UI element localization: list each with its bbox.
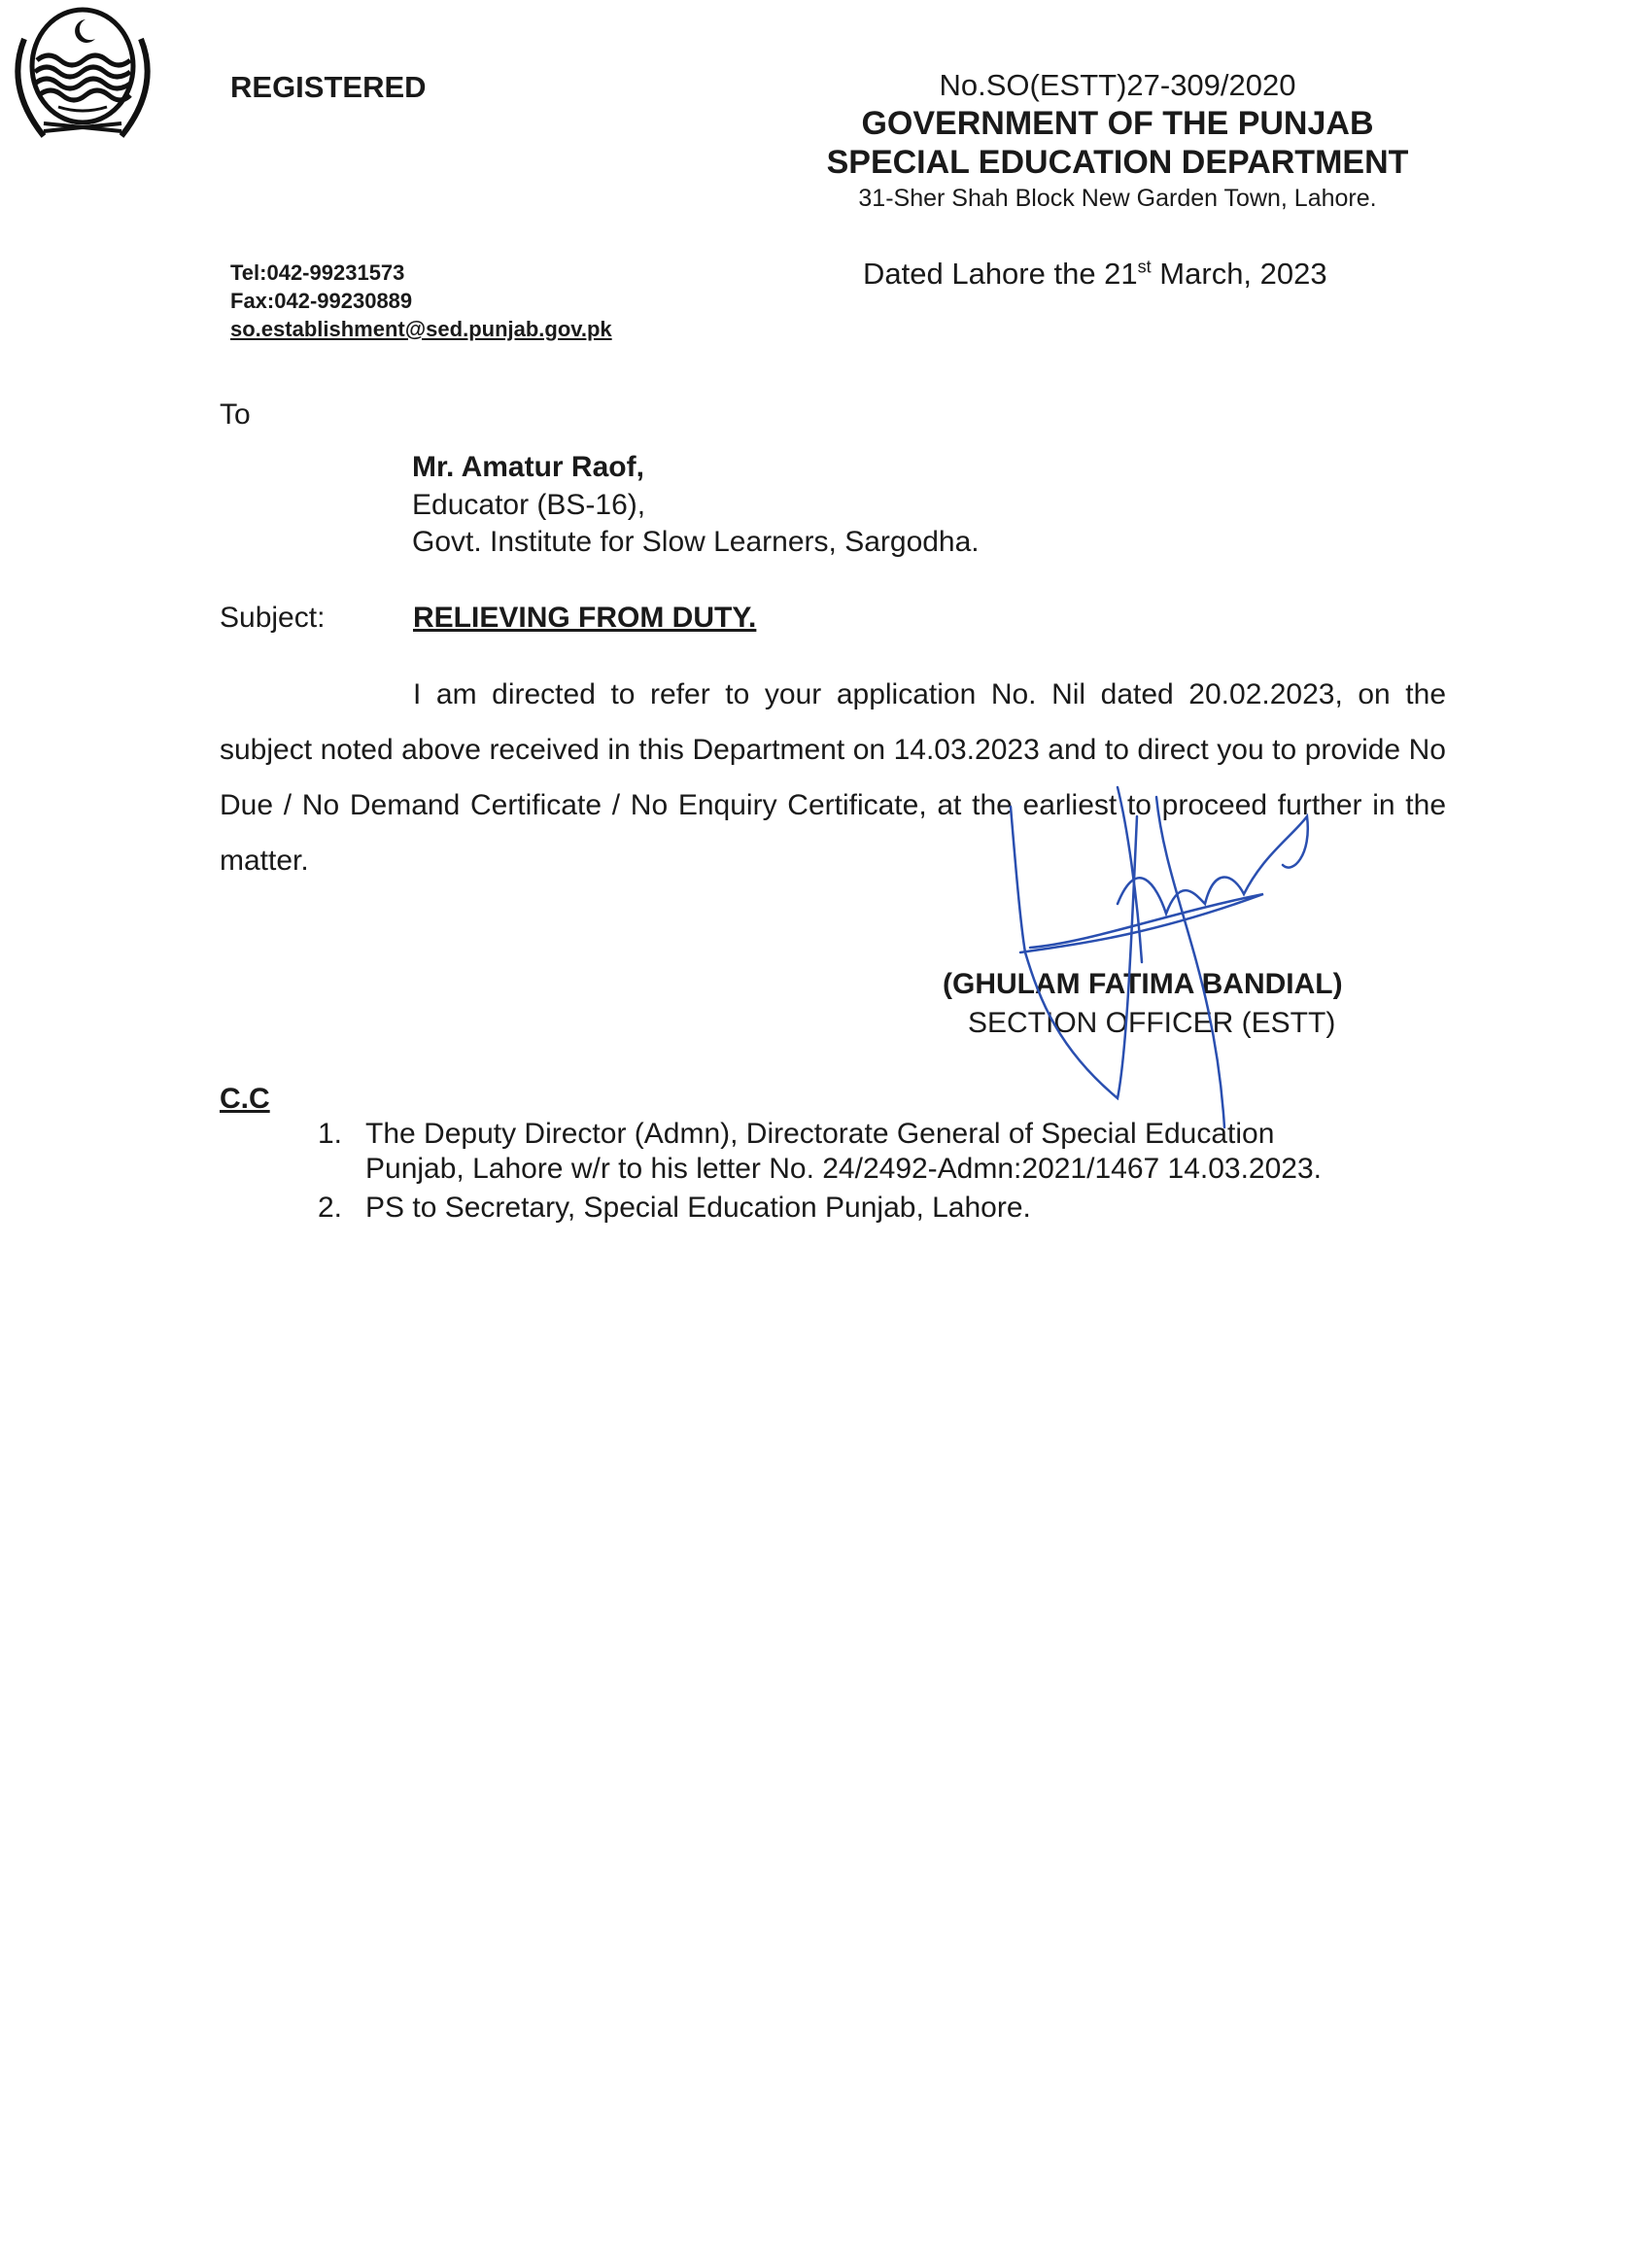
department-address: 31-Sher Shah Block New Garden Town, Lahore. bbox=[858, 185, 1377, 212]
recipient-institution: Govt. Institute for Slow Learners, Sargodha. bbox=[412, 526, 980, 558]
body-paragraph: I am directed to refer to your application No. Nil dated 20.02.2023, on the subject noted above received in this Department on 14.03.2023 and to direct you to provide No Due / No Demand Certificate / No Enquiry Certificate, at the earliest to proceed further in the matter. bbox=[220, 678, 1446, 877]
letter-date bbox=[863, 257, 1327, 292]
reference-number: No.SO(ESTT)27-309/2020 bbox=[939, 68, 1296, 102]
cc-label: C.C bbox=[220, 1083, 270, 1115]
fax: Fax:042-99230889 bbox=[230, 289, 413, 313]
cc-item-number: 1. bbox=[318, 1118, 343, 1150]
subject-title: RELIEVING FROM DUTY. bbox=[413, 602, 757, 634]
cc-item-text: PS to Secretary, Special Education Punjab, Lahore. bbox=[365, 1192, 1031, 1224]
punjab-emblem-logo bbox=[0, 0, 165, 146]
signatory-designation: SECTION OFFICER (ESTT) bbox=[968, 1007, 1336, 1039]
government-heading: GOVERNMENT OF THE PUNJAB bbox=[861, 105, 1374, 142]
cc-item-text: The Deputy Director (Admn), Directorate General of Special Education bbox=[365, 1118, 1275, 1150]
registered-label: REGISTERED bbox=[230, 70, 427, 104]
department-heading: SPECIAL EDUCATION DEPARTMENT bbox=[826, 144, 1409, 181]
cc-item-text-continued: Punjab, Lahore w/r to his letter No. 24/2492-Admn:2021/1467 14.03.2023. bbox=[365, 1153, 1323, 1185]
email-link[interactable]: so.establishment@sed.punjab.gov.pk bbox=[230, 317, 612, 341]
handwritten-signature bbox=[972, 778, 1380, 1147]
recipient-name: Mr. Amatur Raof, bbox=[412, 451, 644, 483]
cc-item-number: 2. bbox=[318, 1192, 343, 1224]
date-ordinal: st bbox=[1137, 257, 1152, 277]
telephone: Tel:042-99231573 bbox=[230, 260, 405, 285]
date-prefix: Dated Lahore the 21 bbox=[863, 257, 1138, 291]
to-label: To bbox=[220, 398, 251, 431]
date-suffix: March, 2023 bbox=[1151, 257, 1327, 291]
subject-label: Subject: bbox=[220, 602, 326, 634]
recipient-designation: Educator (BS-16), bbox=[412, 489, 646, 521]
signatory-name: (GHULAM FATIMA BANDIAL) bbox=[943, 968, 1343, 1000]
